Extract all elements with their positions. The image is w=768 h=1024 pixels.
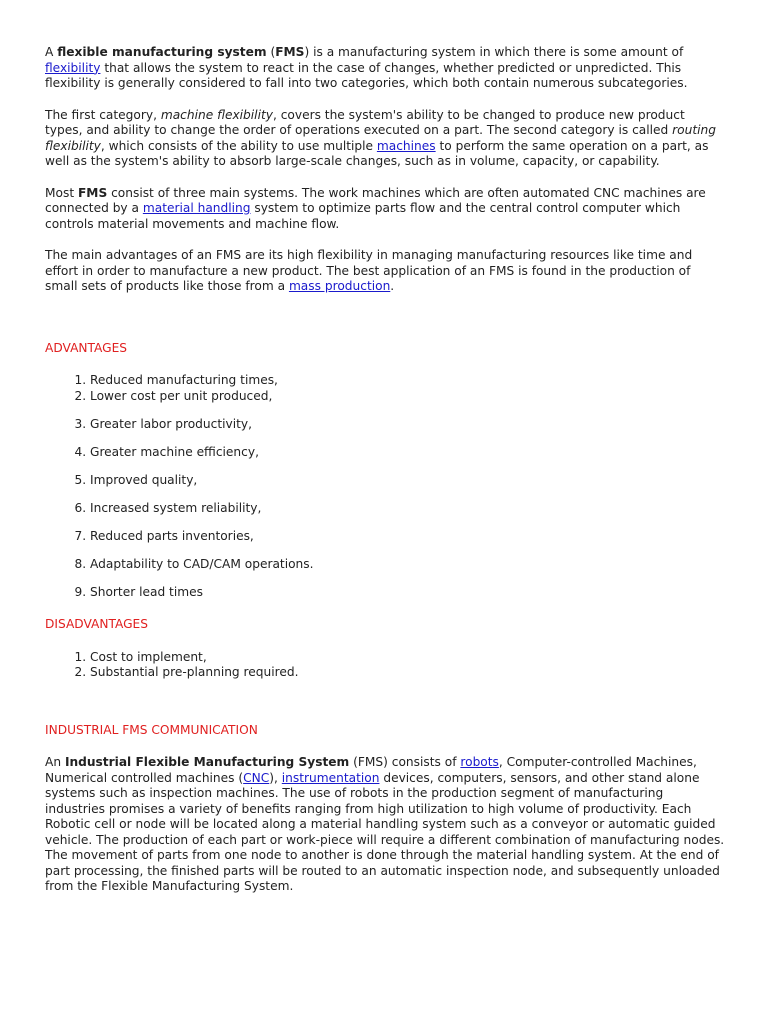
list-item: 1. Reduced manufacturing times, — [90, 373, 725, 389]
advantages-heading: ADVANTAGES — [45, 340, 128, 355]
link-machines[interactable]: machines — [376, 138, 436, 153]
term-routing-flexibility: routing flexibility — [45, 123, 716, 153]
disadvantages-list — [45, 650, 725, 681]
term-machine-flexibility: machine flexibility — [160, 107, 273, 122]
list-item: 6. Increased system reliability, — [90, 501, 725, 517]
term-industrial-fms: Industrial Flexible Manufacturing System — [64, 755, 350, 769]
communication-heading: INDUSTRIAL FMS COMMUNICATION — [45, 722, 258, 737]
text-run: system to optimize parts flow and the central control computer which controls material movements and machine flow. — [45, 201, 681, 231]
list-item: 2. Substantial pre-planning required. — [90, 665, 725, 681]
text-run: devices, computers, sensors, and other stand alone systems such as inspection machines. The use of robots in the production segment of manufacturing industries promises a variety of benefits ranging from high utilization to high volume of productivity. Each Robotic cell or node will be located along a material handling system such as a conveyor or automatic guided vehicle. The production of each part or work-piece will require a different combination of manufacturing nodes. The movement of parts from one node to another is done through the material handling system. At the end of part processing, the finished parts will be routed to an automatic inspection node, and subsequently unloaded from the Flexible Manufacturing System. — [45, 770, 725, 893]
text-run: Most — [45, 185, 78, 200]
text-run: . — [390, 279, 395, 293]
text-run: The first category, — [45, 107, 161, 122]
text-run: (FMS) consists of — [349, 755, 461, 769]
text-run: , covers the system's ability to be changed to produce new product types, and ability to change the order of operations executed on a part. The second category is called — [45, 107, 685, 137]
text-run: to perform the same operation on a part, as well as the system's ability to absorb large-scale changes, such as in volume, capacity, or capability. — [45, 138, 709, 168]
text-run: ), — [269, 770, 282, 785]
link-flexibility[interactable]: flexibility — [45, 60, 101, 75]
systems-paragraph — [45, 186, 725, 233]
advantages-summary-paragraph — [45, 248, 725, 295]
text-run: ) is a manufacturing system in which there is some amount of — [304, 45, 684, 59]
text-run: An — [45, 755, 65, 769]
link-instrumentation[interactable]: instrumentation — [281, 770, 380, 785]
term-flexible-manufacturing-system: flexible manufacturing system — [57, 45, 267, 59]
intro-paragraph — [45, 45, 725, 92]
document-body — [45, 45, 725, 895]
term-fms: FMS — [275, 45, 305, 59]
disadvantages-heading: DISADVANTAGES — [45, 617, 148, 631]
list-item: 2. Lower cost per unit produced, — [90, 389, 725, 405]
list-item: 7. Reduced parts inventories, — [90, 529, 725, 545]
communication-paragraph — [45, 755, 725, 895]
list-item: 5. Improved quality, — [90, 473, 725, 489]
categories-paragraph — [45, 108, 725, 170]
text-run: The main advantages of an FMS are its high flexibility in managing manufacturing resources like time and effort in order to manufacture a new product. The best application of an FMS is found in the production of small sets of products like those from a — [45, 248, 693, 293]
link-robots[interactable]: robots — [460, 755, 499, 769]
link-material-handling[interactable]: material handling — [142, 201, 251, 215]
text-run: consist of three main systems. The work machines which are often automated CNC machines are connected by a — [45, 185, 706, 215]
text-run: that allows the system to react in the case of changes, whether predicted or unpredicted. This flexibility is generally considered to fall into two categories, which both contain numerous subcategories. — [45, 60, 688, 90]
list-item: 4. Greater machine efficiency, — [90, 445, 725, 461]
link-cnc[interactable]: CNC — [243, 770, 270, 785]
list-item: 9. Shorter lead times — [90, 585, 725, 601]
term-fms: FMS — [77, 185, 108, 200]
link-mass-production[interactable]: mass production — [288, 279, 391, 293]
text-run: A — [45, 45, 58, 59]
list-item: 1. Cost to implement, — [90, 650, 725, 666]
list-item: 8. Adaptability to CAD/CAM operations. — [90, 557, 725, 573]
text-run: , Computer-controlled Machines, Numerical controlled machines ( — [45, 755, 697, 785]
advantages-list — [45, 373, 725, 600]
text-run: ( — [266, 45, 276, 59]
list-item: 3. Greater labor productivity, — [90, 417, 725, 433]
text-run: , which consists of the ability to use multiple — [100, 138, 377, 153]
